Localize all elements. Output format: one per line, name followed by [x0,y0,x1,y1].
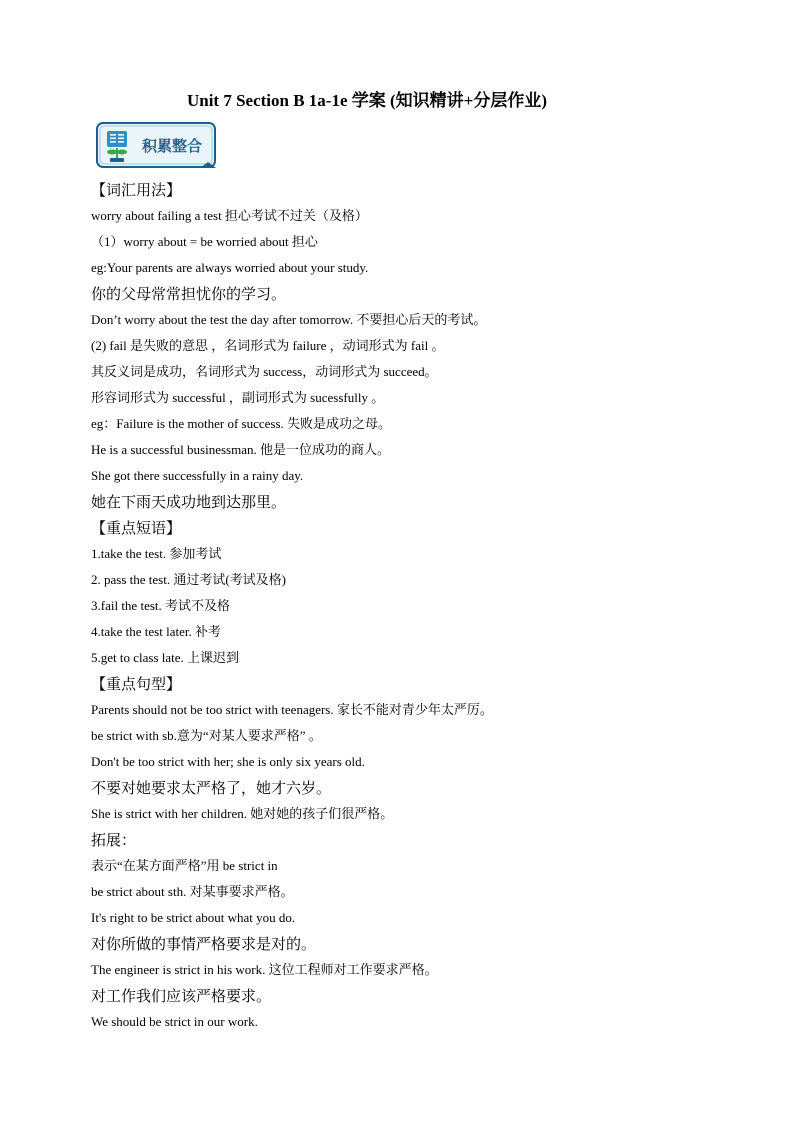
text-line: be strict with sb.意为“对某人要求严格” 。 [91,728,322,743]
text-line: 对工作我们应该严格要求。 [91,987,272,1005]
text-line: 5.get to class late. 上课迟到 [91,650,240,665]
text-line: be strict about sth. 对某事要求严格。 [91,884,294,899]
text-line: 她在下雨天成功地到达那里。 [91,493,287,511]
text-line: She is strict with her children. 她对她的孩子们很严格。 [91,806,394,821]
text-line: It's right to be strict about what you do. [91,910,296,925]
document-body [91,177,731,1035]
section-badge [96,122,220,170]
text-line: 4.take the test later. 补考 [91,624,221,639]
text-line: 形容词形式为 successful ，副词形式为 sucessfully 。 [91,390,385,405]
text-line: 3.fail the test. 考试不及格 [91,598,231,613]
section-heading: 【重点句型】 [91,675,182,693]
text-line: (2) fail 是失败的意思 ，名词形式为 failure ，动词形式为 fail 。 [91,338,445,353]
text-line: 其反义词是成功，名词形式为 success，动词形式为 succeed。 [91,364,438,379]
text-line: Don’t worry about the test the day after tomorrow. 不要担心后天的考试。 [91,312,487,327]
text-line: （1）worry about = be worried about 担心 [91,234,318,249]
text-line: 表示“在某方面严格”用 be strict in [91,858,278,873]
text-line: worry about failing a test 担心考试不过关（及格） [91,208,368,223]
text-line: He is a successful businessman. 他是一位成功的商人。 [91,442,390,457]
text-line: The engineer is strict in his work. 这位工程师对工作要求严格。 [91,962,438,977]
text-line: Parents should not be too strict with teenagers. 家长不能对青少年太严厉。 [91,702,493,717]
text-line: 1.take the test. 参加考试 [91,546,222,561]
section-heading: 【词汇用法】 [91,181,182,199]
text-line: 对你所做的事情严格要求是对的。 [91,935,317,953]
text-line: eg：Failure is the mother of success. 失败是成功之母。 [91,416,392,431]
text-line: eg:Your parents are always worried about your study. [91,260,369,275]
text-line: Don't be too strict with her; she is only six years old. [91,754,365,769]
text-line: 你的父母常常担忧你的学习。 [91,285,287,303]
text-line: She got there successfully in a rainy day. [91,468,304,483]
text-line: 不要对她要求太严格了，她才六岁。 [91,779,332,797]
section-heading: 【重点短语】 [91,519,182,537]
text-line: We should be strict in our work. [91,1014,258,1029]
text-line: 2. pass the test. 通过考试(考试及格) [91,572,286,587]
text-line: 拓展： [91,831,137,849]
badge-label: 积累整合 [142,137,203,155]
page-title: Unit 7 Section B 1a-1e 学案 (知识精讲+分层作业) [186,91,548,110]
